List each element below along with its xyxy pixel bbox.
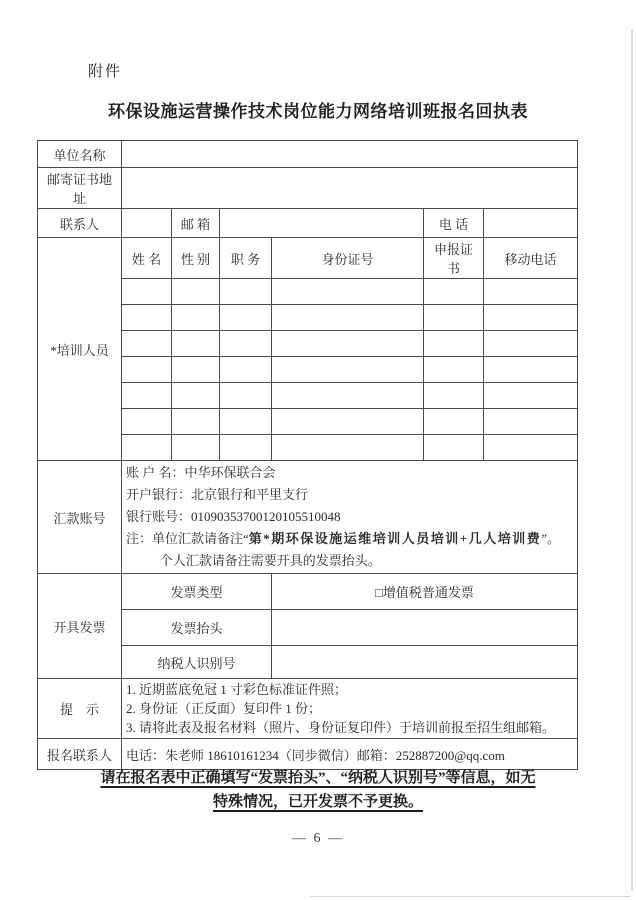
remittance-note: 注：单位汇款请备注“第*期环保设施运维培训人员培训+几人培训费”。 bbox=[126, 531, 560, 546]
invoice-header-label: 发票抬头 bbox=[122, 610, 272, 646]
trainee-empty-cell bbox=[272, 279, 424, 305]
trainee-empty-cell bbox=[220, 357, 272, 383]
trainee-empty-cell bbox=[484, 357, 578, 383]
trainee-empty-cell bbox=[172, 435, 220, 461]
trainee-empty-cell bbox=[484, 435, 578, 461]
page-number: — 6 — bbox=[292, 831, 344, 846]
trainee-empty-cell bbox=[122, 331, 172, 357]
trainee-empty-cell bbox=[272, 383, 424, 409]
phone-label: 电 话 bbox=[424, 209, 484, 238]
unit-name-input-cell bbox=[122, 141, 578, 168]
unit-name-label: 单位名称 bbox=[38, 141, 122, 168]
email-label: 邮 箱 bbox=[172, 209, 220, 238]
remittance-note-line2: 个人汇款请备注需要开具的发票抬头。 bbox=[159, 553, 381, 568]
mail-cert-address-input-cell bbox=[122, 168, 578, 209]
footer-note bbox=[0, 766, 636, 814]
unit-name-row bbox=[38, 141, 578, 168]
scan-edge-artifact bbox=[310, 896, 630, 897]
tips-content-cell bbox=[122, 679, 578, 739]
trainee-empty-cell bbox=[272, 331, 424, 357]
trainee-empty-cell bbox=[424, 357, 484, 383]
trainee-col-id-number: 身份证号 bbox=[272, 238, 424, 279]
trainee-header-row bbox=[38, 238, 578, 279]
trainee-empty-cell bbox=[122, 435, 172, 461]
remittance-account-number: 银行账号：01090353700120105510048 bbox=[126, 509, 341, 524]
registration-contact-row bbox=[38, 739, 578, 770]
tips-label: 提 示 bbox=[38, 679, 122, 739]
invoice-type-row bbox=[38, 574, 578, 610]
trainee-empty-cell bbox=[172, 383, 220, 409]
trainee-empty-cell bbox=[484, 409, 578, 435]
trainee-col-name: 姓 名 bbox=[122, 238, 172, 279]
trainee-empty-cell bbox=[424, 435, 484, 461]
trainee-empty-cell bbox=[220, 305, 272, 331]
trainee-col-certificate: 申报证书 bbox=[424, 238, 484, 279]
trainee-empty-cell bbox=[220, 331, 272, 357]
registration-contact-value: 电话：朱老师 18610161234（同步微信）邮箱：252887200@qq.com bbox=[122, 739, 578, 770]
trainee-empty-cell bbox=[220, 409, 272, 435]
email-input-cell bbox=[220, 209, 424, 238]
trainee-empty-cell bbox=[122, 305, 172, 331]
trainee-empty-cell bbox=[172, 331, 220, 357]
contact-row bbox=[38, 209, 578, 238]
registration-form-table bbox=[37, 140, 578, 770]
trainee-empty-cell bbox=[272, 409, 424, 435]
tip-item: 1. 近期蓝底免冠 1 寸彩色标准证件照； bbox=[126, 682, 348, 697]
contact-label: 联系人 bbox=[38, 209, 122, 238]
invoice-header-input-cell bbox=[272, 610, 578, 646]
trainee-empty-cell bbox=[172, 357, 220, 383]
trainee-empty-cell bbox=[424, 305, 484, 331]
remittance-bank: 开户银行：北京银行和平里支行 bbox=[126, 487, 309, 502]
trainee-empty-cell bbox=[220, 383, 272, 409]
invoice-type-label: 发票类型 bbox=[122, 574, 272, 610]
tip-item: 3. 请将此表及报名材料（照片、身份证复印件）于培训前报至招生组邮箱。 bbox=[126, 720, 556, 735]
trainee-empty-cell bbox=[172, 409, 220, 435]
mail-cert-address-row bbox=[38, 168, 578, 209]
tips-row bbox=[38, 679, 578, 739]
invoice-section-label: 开具发票 bbox=[38, 574, 122, 679]
footer-note-line2: 特殊情况，已开发票不予更换。 bbox=[212, 794, 423, 810]
trainee-empty-cell bbox=[424, 409, 484, 435]
scan-edge-artifact bbox=[631, 30, 633, 890]
trainee-empty-cell bbox=[122, 357, 172, 383]
trainee-col-gender: 性 别 bbox=[172, 238, 220, 279]
trainee-empty-cell bbox=[172, 279, 220, 305]
trainee-empty-cell bbox=[220, 279, 272, 305]
trainee-empty-cell bbox=[272, 435, 424, 461]
invoice-type-value: □增值税普通发票 bbox=[272, 574, 578, 610]
tip-item: 2. 身份证（正反面）复印件 1 份； bbox=[126, 701, 322, 716]
trainee-empty-cell bbox=[122, 279, 172, 305]
trainee-col-duty: 职 务 bbox=[220, 238, 272, 279]
trainee-empty-cell bbox=[272, 357, 424, 383]
trainee-empty-cell bbox=[484, 279, 578, 305]
contact-input-cell bbox=[122, 209, 172, 238]
remittance-details-cell bbox=[122, 461, 578, 574]
phone-input-cell bbox=[484, 209, 578, 238]
trainee-empty-cell bbox=[272, 305, 424, 331]
trainee-empty-cell bbox=[424, 279, 484, 305]
trainee-empty-cell bbox=[484, 383, 578, 409]
invoice-taxid-input-cell bbox=[272, 646, 578, 679]
trainee-empty-cell bbox=[424, 383, 484, 409]
remittance-account-name: 账 户 名：中华环保联合会 bbox=[126, 465, 276, 480]
trainee-empty-cell bbox=[220, 435, 272, 461]
registration-contact-label: 报名联系人 bbox=[38, 739, 122, 770]
trainee-empty-cell bbox=[484, 305, 578, 331]
remittance-row bbox=[38, 461, 578, 574]
attachment-label: 附件 bbox=[88, 64, 123, 80]
trainee-empty-cell bbox=[484, 331, 578, 357]
trainee-empty-cell bbox=[122, 383, 172, 409]
trainee-empty-cell bbox=[172, 305, 220, 331]
footer-note-line1: 请在报名表中正确填写“发票抬头”、“纳税人识别号”等信息，如无 bbox=[100, 770, 536, 786]
mail-cert-address-label: 邮寄证书地址 bbox=[38, 168, 122, 209]
trainee-empty-cell bbox=[122, 409, 172, 435]
trainee-col-mobile: 移动电话 bbox=[484, 238, 578, 279]
remittance-label: 汇款账号 bbox=[38, 461, 122, 574]
trainees-label: *培训人员 bbox=[38, 238, 122, 461]
invoice-taxid-label: 纳税人识别号 bbox=[122, 646, 272, 679]
page-title: 环保设施运营操作技术岗位能力网络培训班报名回执表 bbox=[108, 102, 528, 121]
trainee-empty-cell bbox=[424, 331, 484, 357]
